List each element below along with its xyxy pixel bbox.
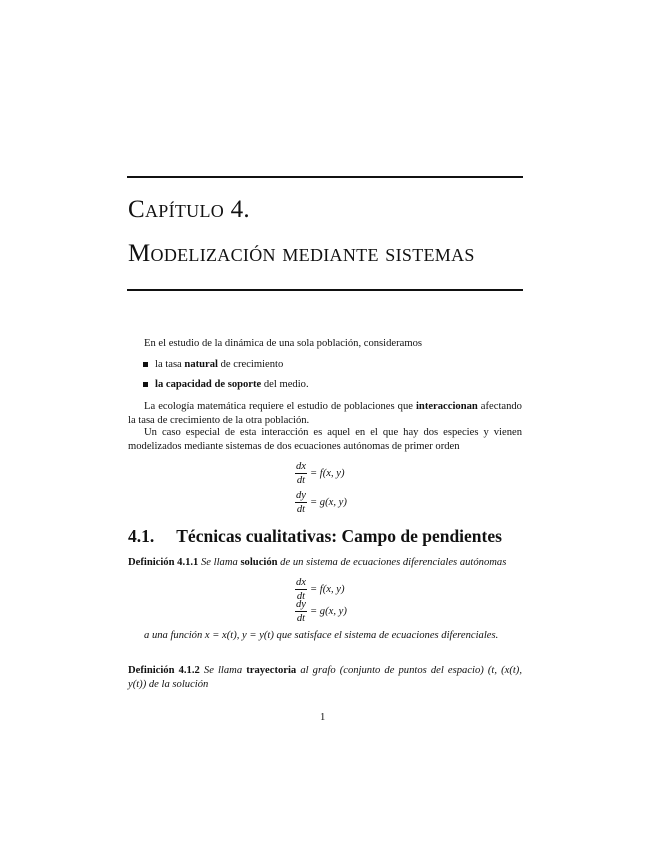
chapter-number: Capítulo 4.: [128, 196, 250, 223]
bottom-rule: [127, 289, 523, 291]
bullet-capacity: [155, 378, 309, 392]
eq-denominator: dt: [296, 591, 306, 602]
eq-denominator: dt: [296, 613, 306, 624]
section-number: 4.1.: [128, 526, 155, 546]
page-number: 1: [320, 712, 326, 723]
eq-rhs: = g(x, y): [310, 606, 347, 617]
section-title: Técnicas cualitativas: Campo de pendientes: [176, 526, 502, 546]
bullet-text: la tasa: [155, 359, 185, 370]
eq-rhs: = g(x, y): [310, 497, 347, 508]
definition-label: Definición 4.1.2: [128, 665, 200, 676]
bullet-bold: natural: [184, 359, 218, 370]
equation-dx: [295, 461, 345, 486]
section-heading: [128, 526, 502, 547]
bullet-marker: [143, 362, 148, 367]
definition-text: al grafo (conjunto de puntos del espacio) (t, (x(t), y(t)) de la solución: [128, 665, 522, 690]
bullet-bold: la capacidad de soporte: [155, 379, 262, 390]
paragraph-text: La ecología matemática requiere el estudio de poblaciones que: [144, 401, 416, 412]
definition-text: Se llama: [203, 665, 247, 676]
definition-bold: trayectoria: [246, 665, 297, 676]
definition-equation-dy: [295, 599, 347, 624]
definition-4-1-1: [128, 556, 522, 570]
bullet-natural: [155, 358, 283, 372]
equation-dy: [295, 490, 347, 515]
definition-tail: a una función x = x(t), y = y(t) que satisface el sistema de ecuaciones diferenciales.: [144, 630, 499, 641]
paragraph-bold: interaccionan: [415, 401, 478, 412]
eq-numerator: dy: [296, 490, 306, 501]
definition-text: de un sistema de ecuaciones diferenciales autónomas: [277, 557, 507, 568]
bullet-marker: [143, 382, 148, 387]
eq-numerator: dx: [296, 577, 306, 588]
intro-lead: En el estudio de la dinámica de una sola población, consideramos: [144, 338, 423, 349]
eq-rhs: = f(x, y): [310, 468, 345, 479]
eq-denominator: dt: [296, 504, 306, 515]
paragraph-text: afectando la tasa de crecimiento de la otra población.: [128, 401, 522, 426]
definition-text: Se llama: [201, 557, 241, 568]
definition-4-1-2: [128, 664, 522, 691]
definition-bold: solución: [240, 557, 278, 568]
definition-label: Definición 4.1.1: [128, 557, 199, 568]
eq-rhs: = f(x, y): [310, 584, 345, 595]
bullet-text: de crecimiento: [217, 359, 284, 370]
eq-numerator: dx: [296, 461, 306, 472]
eq-denominator: dt: [296, 475, 306, 486]
top-rule: [127, 176, 523, 178]
paragraph-special-case: Un caso especial de esta interacción es aquel en el que hay dos especies y vienen modelizados mediante sistemas de dos ecuaciones autónomas de primer orden: [128, 427, 522, 452]
paragraph-ecology: [128, 400, 522, 427]
bullet-text: del medio.: [261, 379, 309, 390]
chapter-title: Modelización mediante sistemas: [128, 240, 475, 267]
eq-numerator: dy: [296, 599, 306, 610]
